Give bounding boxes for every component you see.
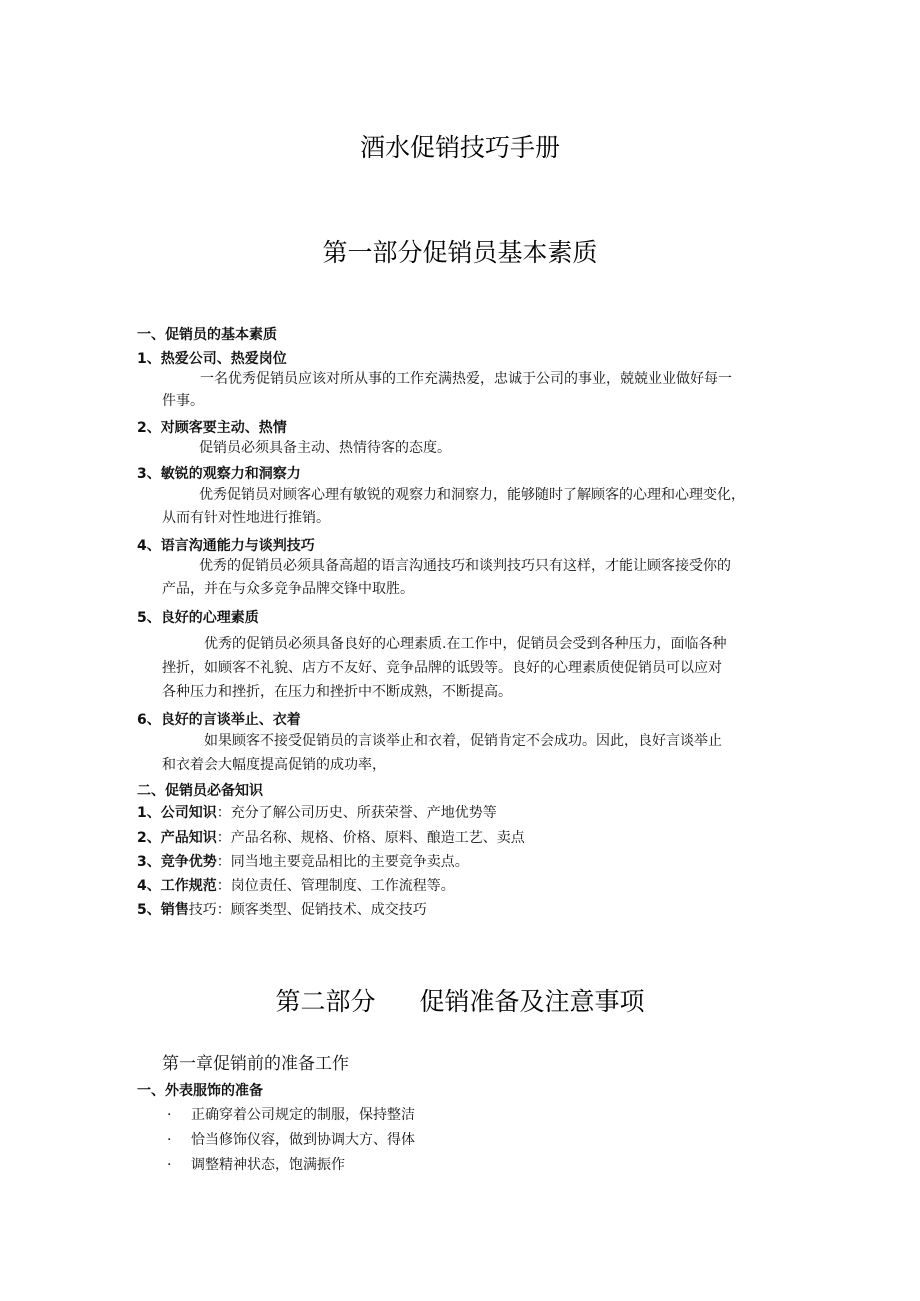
knowledge-value: 同当地主要竞品相比的主要竞争卖点。 [230,854,469,870]
bullet-mark: · [167,1132,172,1148]
chapter1-heading: 一、外表服饰的准备 [137,1083,263,1099]
item1-line1: 一名优秀促销员应该对所从事的工作充满热爱，忠诚于公司的事业，兢兢业业做好每一 [200,371,732,387]
knowledge-key: 3、竞争优势 [137,854,217,870]
bullet-item [167,1154,345,1174]
item3-line2: 从而有针对性地进行推销。 [162,510,330,526]
item4-heading: 4、语言沟通能力与谈判技巧 [137,538,315,554]
item5-line2: 挫折，如顾客不礼貌、店方不友好、竞争品牌的诋毁等。良好的心理素质使促销员可以应对 [162,660,722,676]
knowledge-sep: ： [216,878,231,894]
item2-heading: 2、对顾客要主动、热情 [137,420,287,436]
bullet-text: 调整精神状态，饱满振作 [191,1157,345,1173]
part2-title-text: 促销准备及注意事项 [419,987,645,1016]
knowledge-item [137,875,455,895]
section1-heading: 一、促销员的基本素质 [137,327,277,343]
bullet-text: 恰当修饰仪容，做到协调大方、得体 [191,1132,415,1148]
knowledge-value: 产品名称、规格、价格、原料、酿造工艺、卖点 [230,830,525,846]
item3-heading: 3、敏锐的观察力和洞察力 [137,466,301,482]
item4-line2: 产品，并在与众多竞争品牌交锋中取胜。 [162,581,414,597]
bullet-item [167,1129,415,1149]
part2-title-number: 第二部分 [275,987,376,1016]
bullet-text: 正确穿着公司规定的制服，保持整洁 [191,1107,415,1123]
knowledge-item [137,851,469,871]
item1-heading: 1、热爱公司、热爱岗位 [137,351,287,367]
section2-heading: 二、促销员必备知识 [137,783,263,799]
knowledge-item [137,827,525,847]
knowledge-sep: ： [216,830,231,846]
knowledge-key: 5、销售 [137,902,189,918]
bullet-item [167,1104,415,1124]
knowledge-sep: ： [216,805,231,821]
knowledge-value: 充分了解公司历史、所获荣誉、产地优势等 [230,805,497,821]
item5-line3: 各种压力和挫折，在压力和挫折中不断成熟，不断提高。 [162,684,512,700]
item5-heading: 5、良好的心理素质 [137,610,259,626]
knowledge-key: 1、公司知识 [137,805,217,821]
item3-line1: 优秀促销员对顾客心理有敏锐的观察力和洞察力，能够随时了解顾客的心理和心理变化， [199,487,745,503]
item6-line2: 和衣着会大幅度提高促销的成功率， [162,757,386,773]
item5-line1: 优秀的促销员必须具备良好的心理素质.在工作中，促销员会受到各种压力，面临各种 [204,636,727,652]
knowledge-value: 岗位责任、管理制度、工作流程等。 [230,878,455,894]
bullet-mark: · [167,1107,172,1123]
part2-title [0,982,920,1018]
knowledge-item [137,899,427,919]
item6-line1: 如果顾客不接受促销员的言谈举止和衣着，促销肯定不会成功。因此，良好言谈举止 [204,733,722,749]
item4-line1: 优秀的促销员必须具备高超的语言沟通技巧和谈判技巧只有这样，才能让顾客接受你的 [199,558,731,574]
knowledge-item [137,802,497,822]
item1-line2: 件事。 [162,393,204,409]
document-title: 酒水促销技巧手册 [359,133,560,162]
item6-heading: 6、良好的言谈举止、衣着 [137,712,301,728]
part1-title: 第一部分促销员基本素质 [322,238,598,267]
chapter1-title: 第一章促销前的准备工作 [162,1054,349,1074]
knowledge-key: 2、产品知识 [137,830,217,846]
knowledge-value: 技巧：顾客类型、促销技术、成交技巧 [188,902,427,918]
knowledge-key: 4、工作规范 [137,878,217,894]
item2-line1: 促销员必须具备主动、热情待客的态度。 [199,440,451,456]
bullet-mark: · [167,1157,172,1173]
knowledge-sep: ： [216,854,231,870]
